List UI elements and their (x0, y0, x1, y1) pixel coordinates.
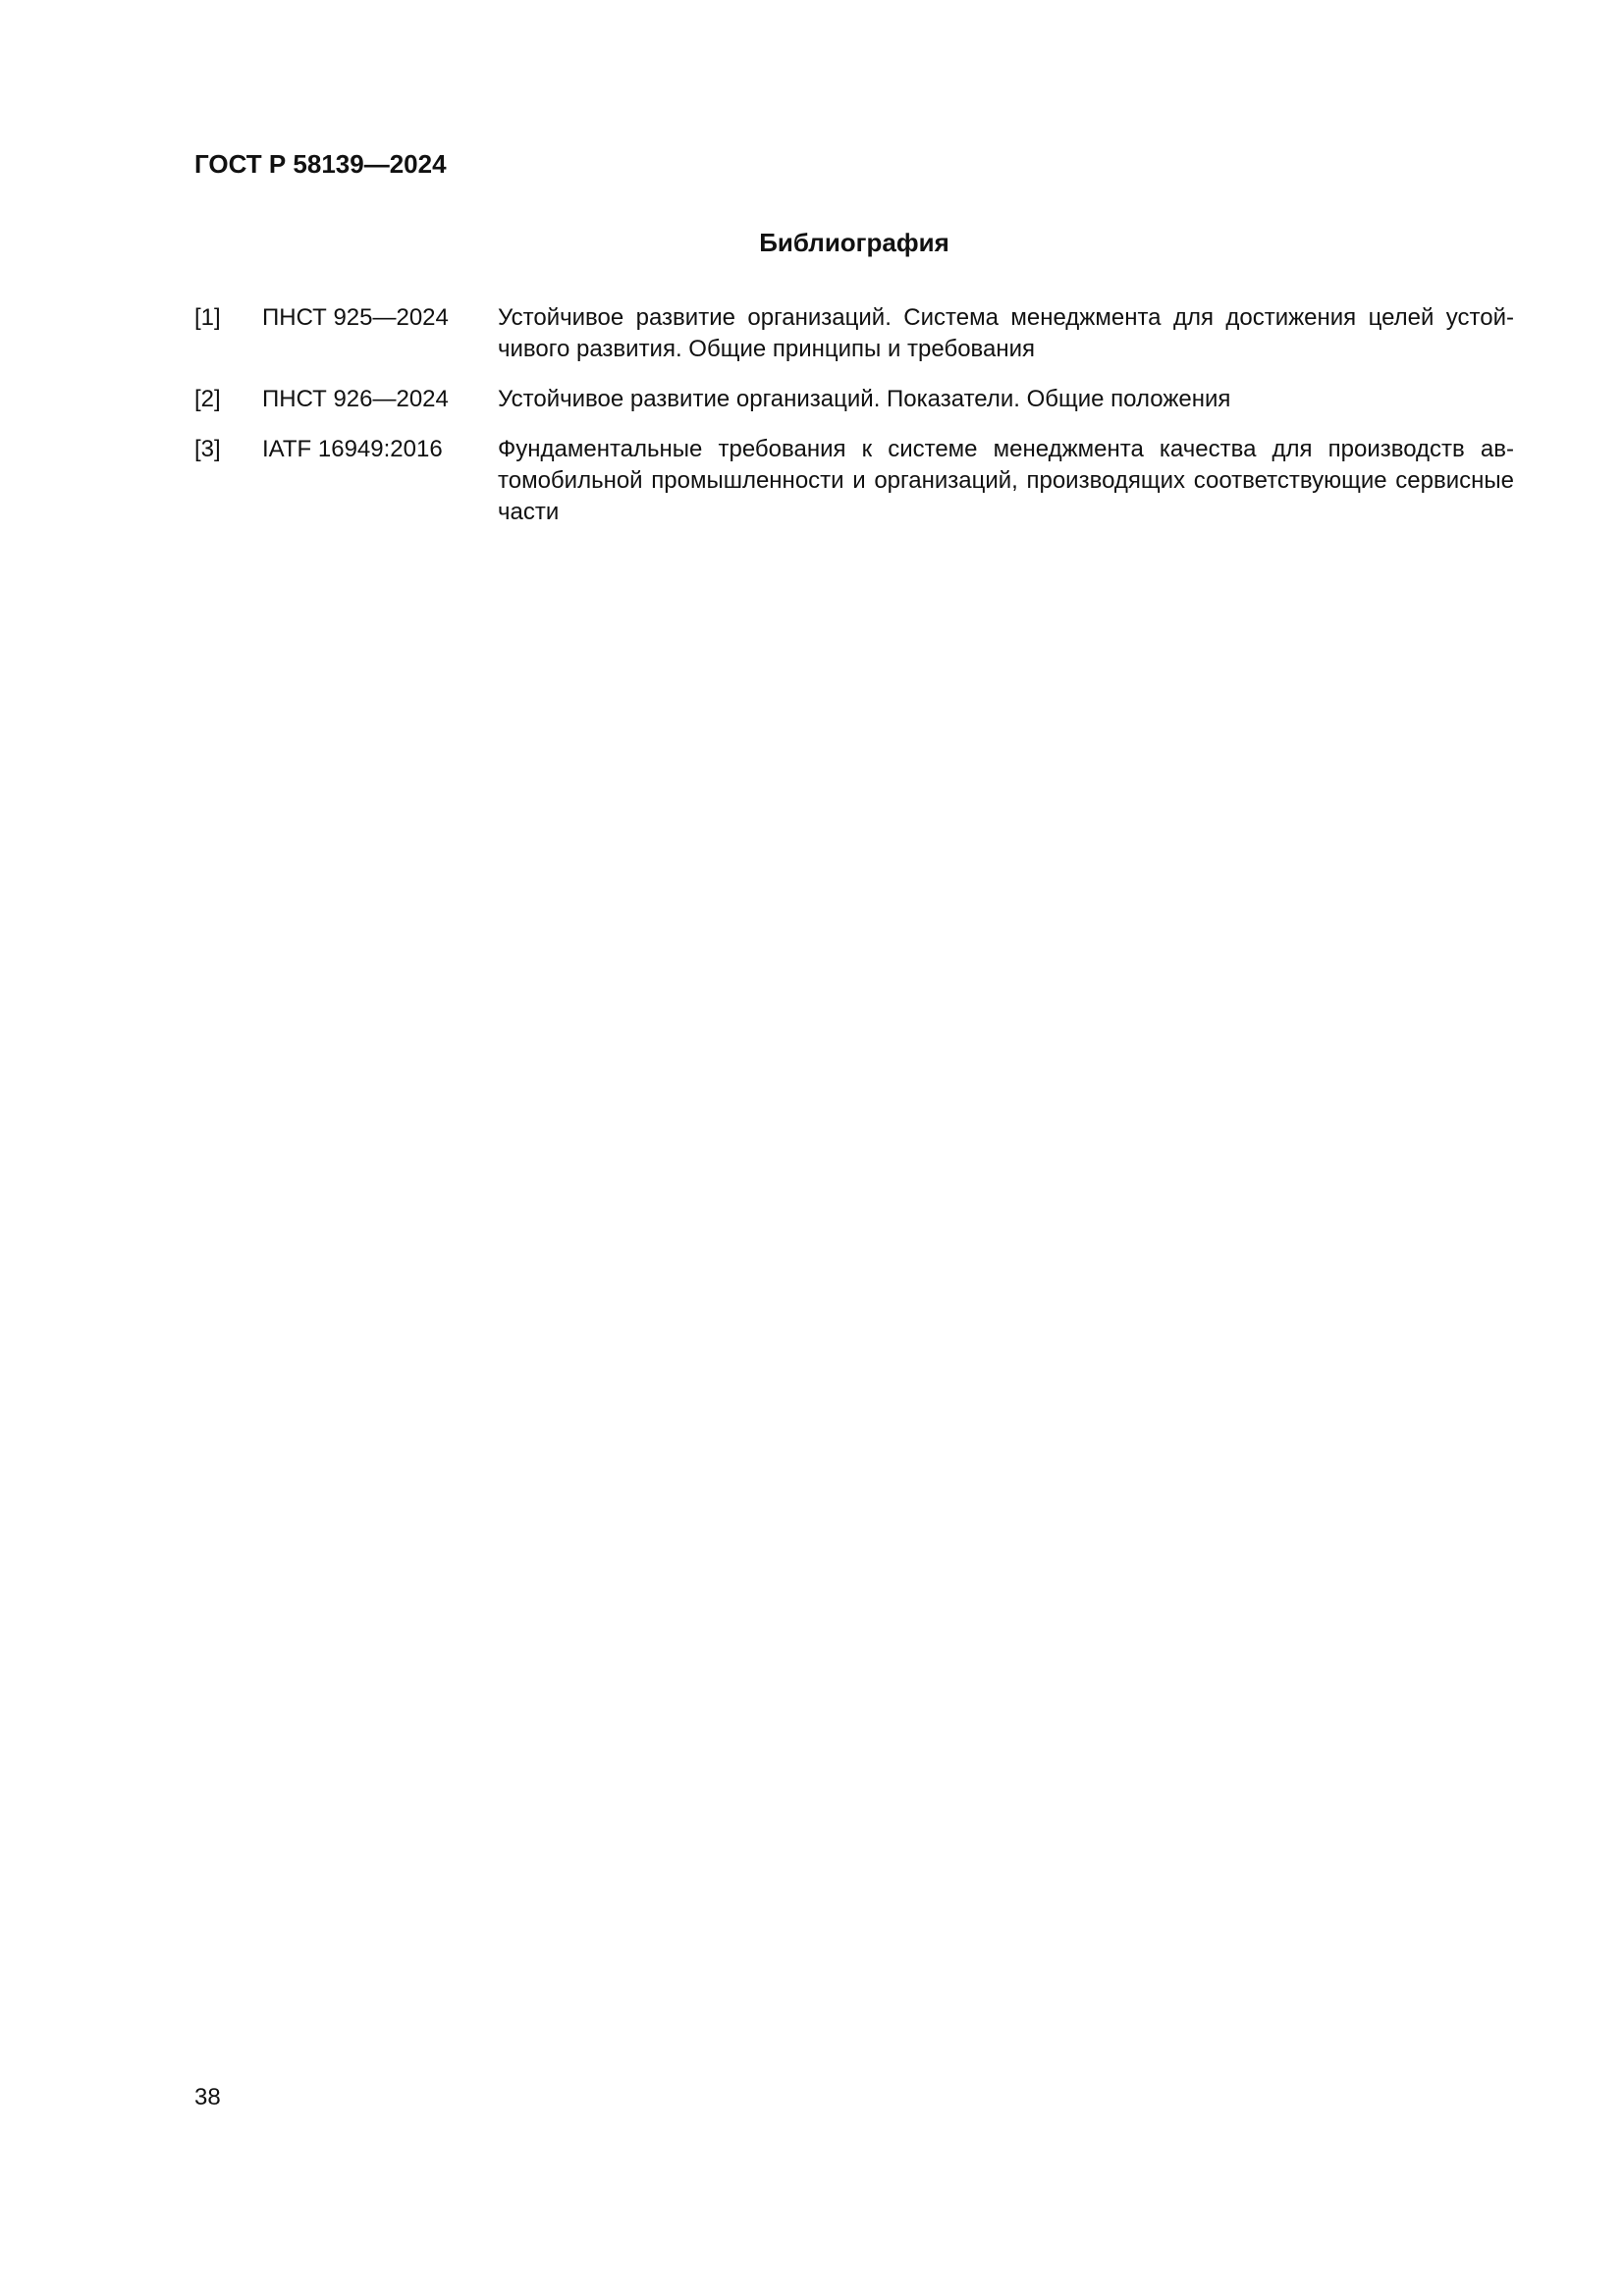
document-header: ГОСТ Р 58139—2024 (194, 149, 447, 179)
reference-item (194, 434, 1514, 528)
reference-code: ПНСТ 926—2024 (262, 386, 449, 412)
reference-title: Устойчивое развитие организаций. Показатели. Общие положения (498, 386, 1231, 412)
page-number: 38 (194, 2084, 221, 2110)
reference-item (194, 302, 1514, 365)
reference-number: [1] (194, 304, 221, 331)
section-title: Библиография (759, 228, 949, 257)
reference-code: ПНСТ 925—2024 (262, 304, 449, 331)
reference-number: [3] (194, 436, 221, 462)
reference-code: IATF 16949:2016 (262, 436, 443, 462)
bibliography-list (194, 302, 1514, 547)
reference-title: Устойчивое развитие организаций. Система менеджмента для достижения целей устойчивого развития. Общие принципы и требования (498, 304, 1514, 362)
reference-title: Фундаментальные требования к системе менеджмента качества для производств автомобильной промышленности и организаций, производящих соответствующие сервисные части (498, 436, 1514, 525)
reference-number: [2] (194, 386, 221, 412)
reference-item (194, 384, 1514, 415)
